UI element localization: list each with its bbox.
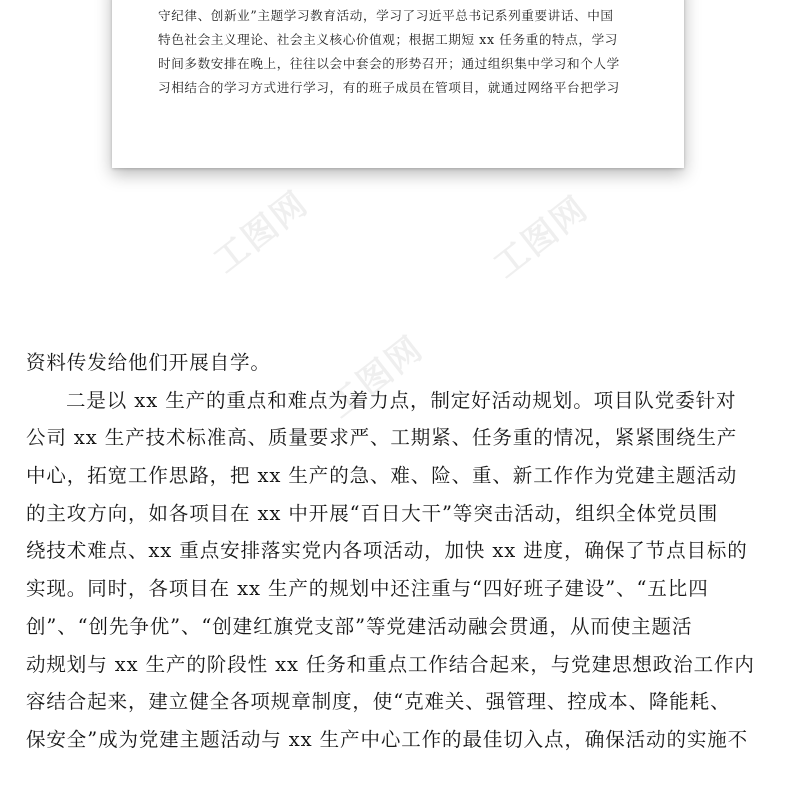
paragraph-line: 实现。同时，各项目在 xx 生产的规划中还注重与“四好班子建设”、“五比四	[26, 577, 709, 601]
paragraph-line: 中心，拓宽工作思路，把 xx 生产的急、难、险、重、新工作作为党建主题活动	[26, 464, 738, 488]
paragraph-line: 公司 xx 生产技术标准高、质量要求严、工期紧、任务重的情况，紧紧围绕生产	[26, 426, 738, 450]
paragraph-line: 动规划与 xx 生产的阶段性 xx 任务和重点工作结合起来，与党建思想政治工作内	[26, 652, 755, 676]
preview-text-line: 特色社会主义理论、社会主义核心价值观；根据工期短 xx 任务重的特点，学习	[158, 32, 619, 47]
document-body	[26, 344, 774, 796]
paragraph-line: 二是以 xx 生产的重点和难点为着力点，制定好活动规划。项目队党委针对	[66, 388, 737, 412]
preview-text-line: 习相结合的学习方式进行学习，有的班子成员在管项目，就通过网络平台把学习	[158, 80, 620, 95]
preview-text-block	[158, 4, 658, 100]
preview-text-line: 守纪律、创新业”主题学习教育活动，学习了习近平总书记系列重要讲话、中国	[158, 8, 614, 23]
paragraph-line: 创”、“创先争优”、“创建红旗党支部”等党建活动融会贯通，从而使主题活	[26, 614, 693, 638]
paragraph-line: 容结合起来，建立健全各项规章制度，使“克难关、强管理、控成本、降能耗、	[26, 690, 731, 714]
watermark-logo: 工图网	[321, 328, 432, 427]
paragraph-line: 资料传发给他们开展自学。	[26, 351, 271, 374]
preview-text-line: 时间多数安排在晚上，往往以会中套会的形势召开；通过组织集中学习和个人学	[158, 56, 620, 71]
paragraph-line: 的主攻方向，如各项目在 xx 中开展“百日大干”等突击活动，组织全体党员围	[26, 501, 719, 525]
watermark-logo: 工图网	[206, 183, 317, 282]
page-preview-card	[112, 0, 684, 168]
paragraph-line: 保安全”成为党建主题活动与 xx 生产中心工作的最佳切入点，确保活动的实施不	[26, 727, 749, 751]
paragraph-line	[26, 759, 774, 797]
watermark-logo: 工图网	[486, 188, 597, 287]
paragraph-line: 绕技术难点、xx 重点安排落实党内各项活动，加快 xx 进度，确保了节点目标的	[26, 539, 748, 563]
